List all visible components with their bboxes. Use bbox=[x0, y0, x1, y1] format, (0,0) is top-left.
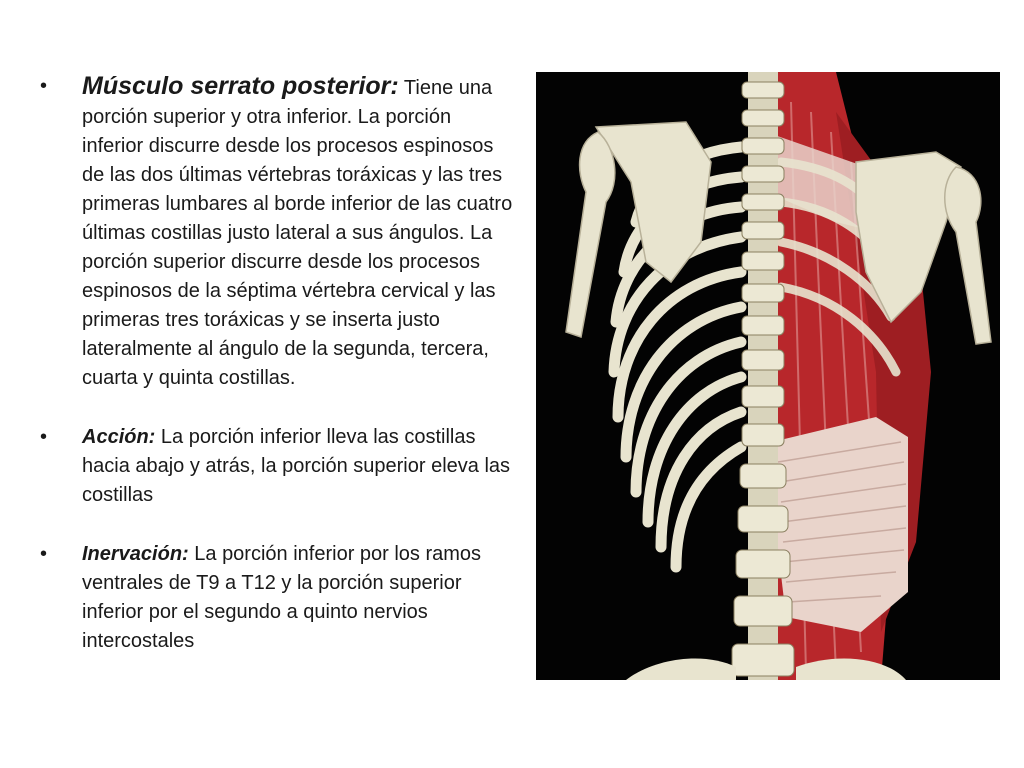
bullet-lead: Músculo serrato posterior: bbox=[82, 72, 399, 100]
bullet-lead: Acción: bbox=[82, 426, 156, 448]
serratus-lower bbox=[772, 417, 908, 632]
bullet-text: La porción inferior lleva las costillas hacia abajo y atrás, la porción superior eleva las costillas bbox=[82, 426, 511, 506]
anatomy-illustration bbox=[536, 72, 1000, 680]
bullet-marker: • bbox=[40, 426, 48, 448]
bullet-marker: • bbox=[40, 75, 48, 97]
bullet-serrato-posterior bbox=[40, 72, 515, 393]
bullet-inervacion bbox=[40, 540, 515, 656]
bullet-lead: Inervación: bbox=[82, 543, 189, 565]
bullet-text: La porción inferior por los ramos ventrales de T9 a T12 y la porción superior inferior por el segundo a quinto nervios intercostales bbox=[82, 543, 482, 652]
bullet-accion bbox=[40, 423, 515, 510]
bullet-text: Tiene una porción superior y otra inferior. La porción inferior discurre desde los procesos espinosos de las dos últimas vértebras toráxicas y las tres primeras lumbares al borde inferior de las cuatro últimas costillas justo lateral a sus ángulos. La porción superior discurre desde los procesos espinosos de la séptima vértebra cervical y las primeras tres toráxicas y se inserta justo lateralmente al ángulo de la segunda, tercera, cuarta y quinta costillas. bbox=[82, 77, 513, 389]
anatomy-figure bbox=[536, 72, 1000, 680]
bullet-marker: • bbox=[40, 543, 48, 565]
bullet-list bbox=[40, 72, 515, 656]
